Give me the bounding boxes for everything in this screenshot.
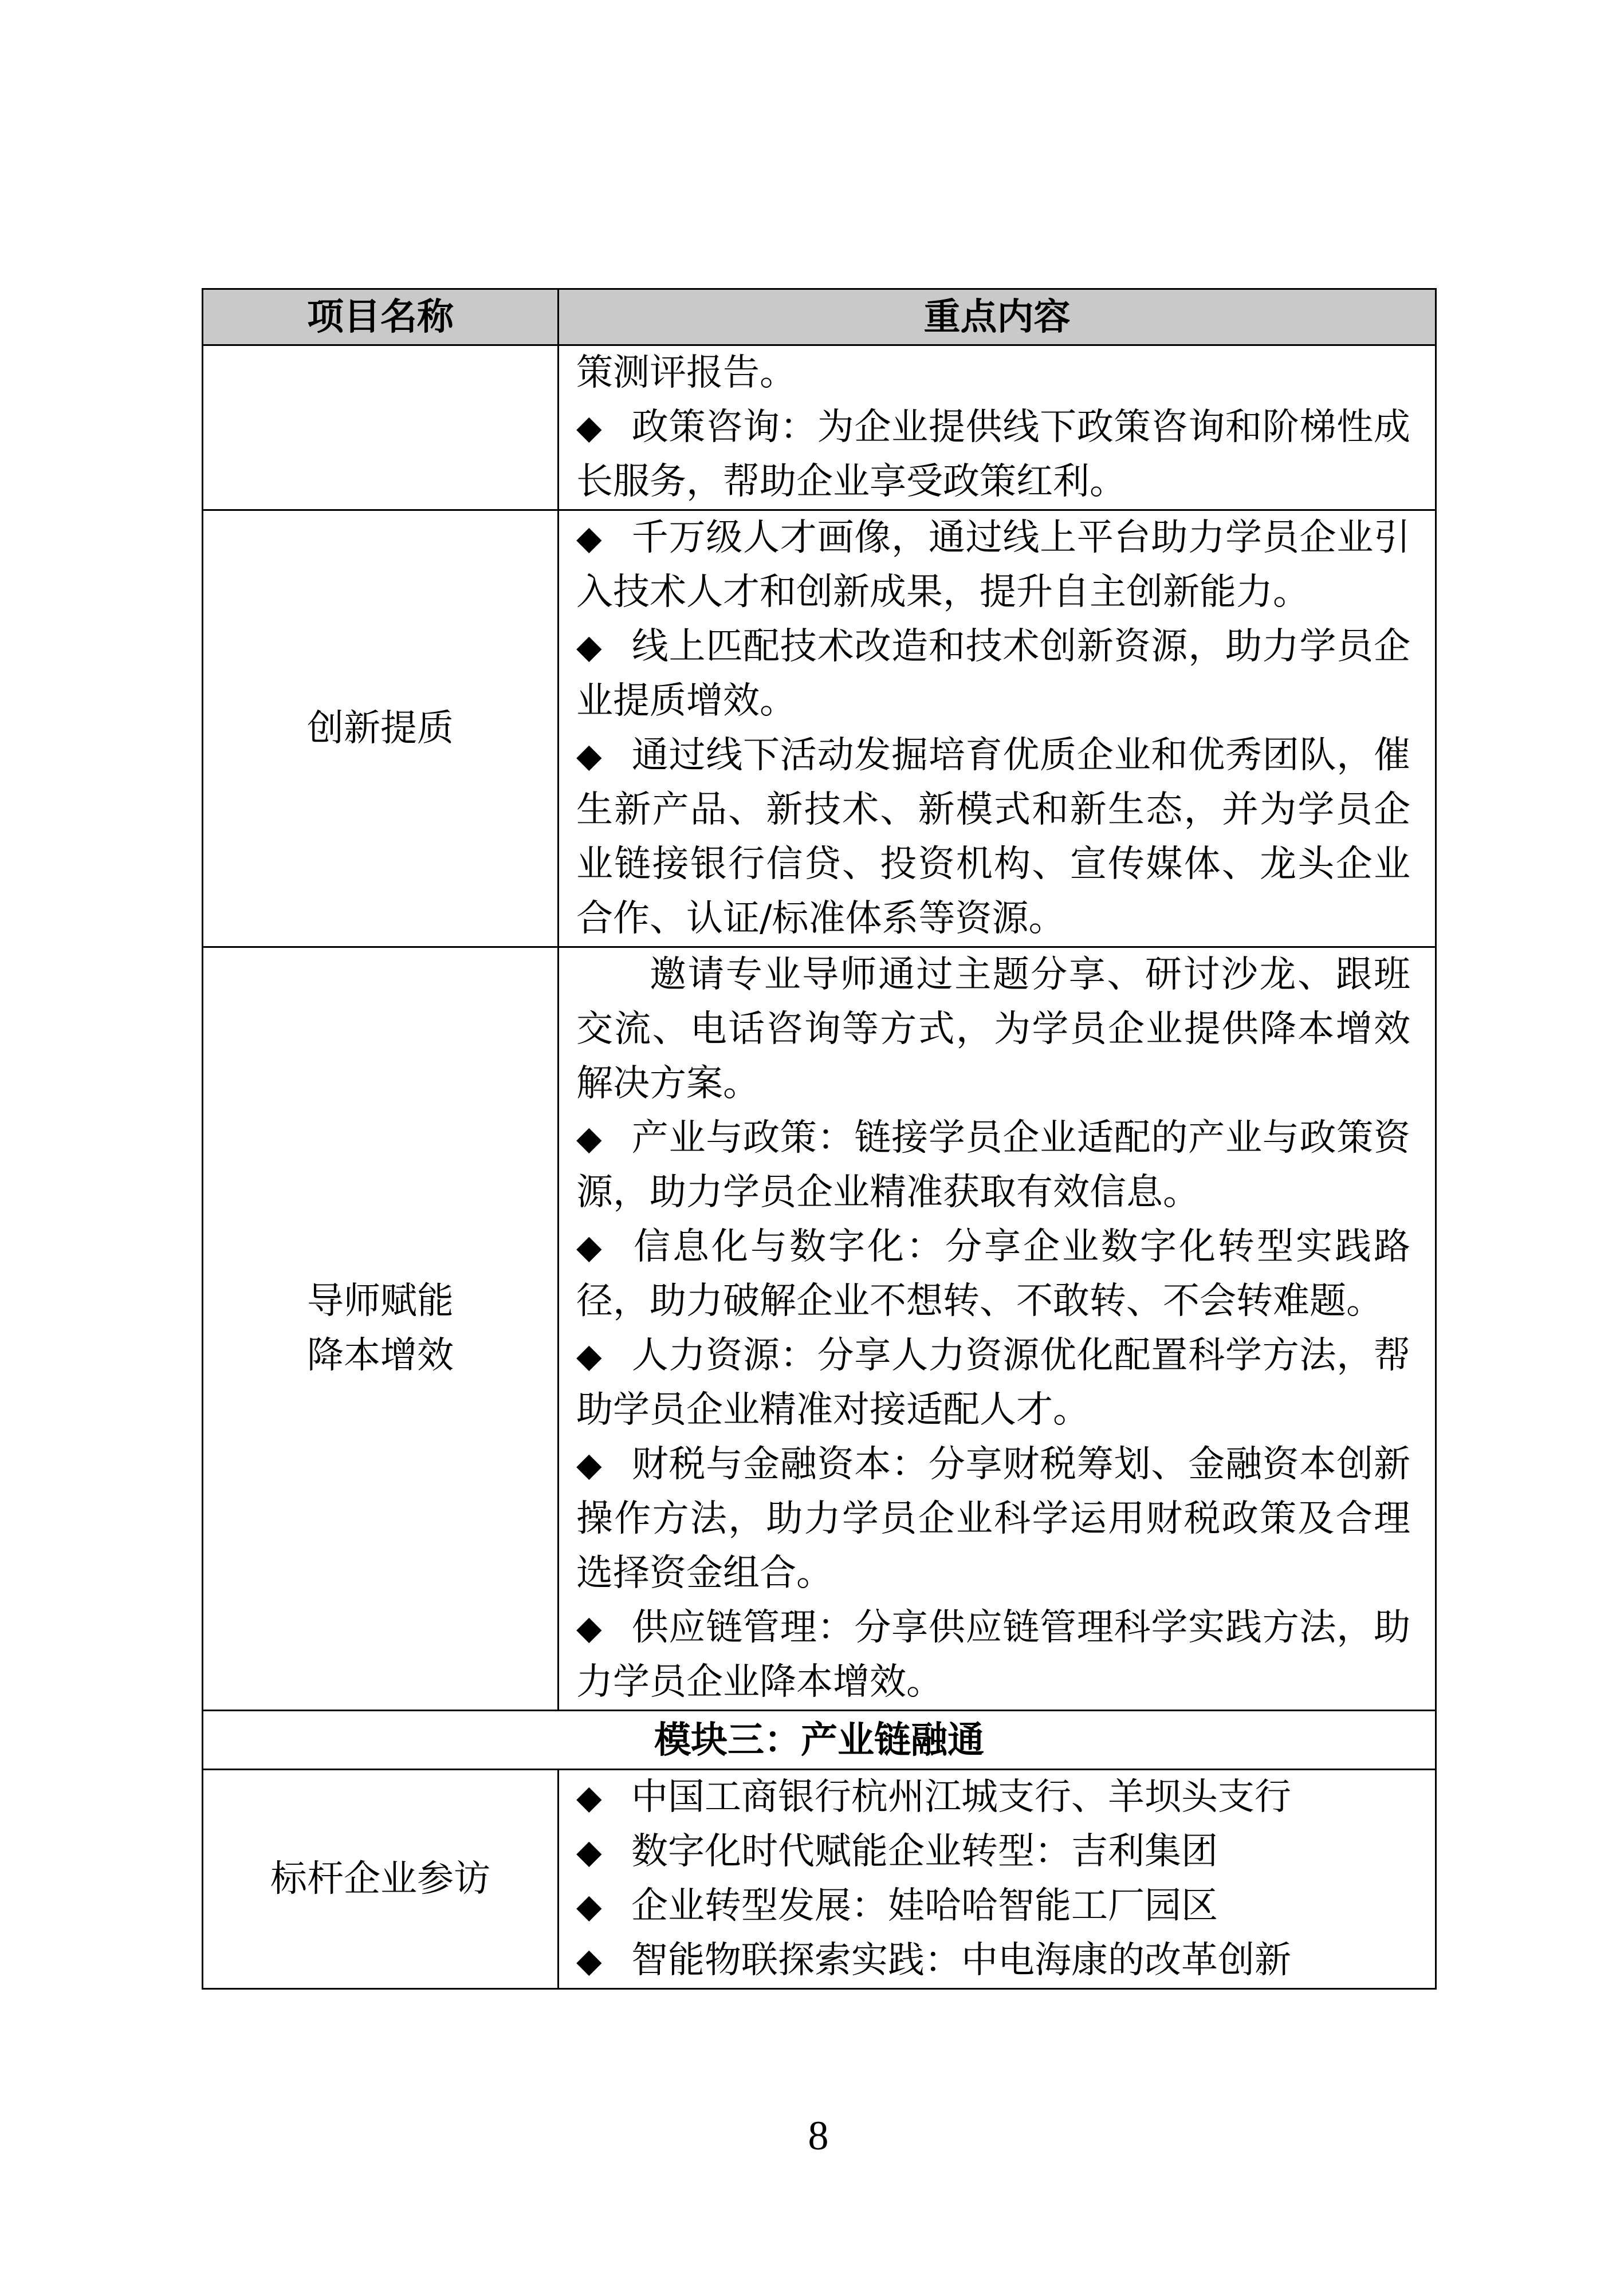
paragraph-text: 策测评报告。 [576,352,796,394]
header-project-name: 项目名称 [203,289,559,345]
header-key-content: 重点内容 [559,289,1436,345]
diamond-bullet-icon: ◆ [576,518,602,557]
project-name-line: 导师赋能 [307,1280,454,1322]
module-title: 模块三：产业链融通 [203,1711,1436,1770]
diamond-bullet-icon: ◆ [576,736,602,775]
key-content-cell [559,510,1436,947]
project-name-line: 降本增效 [307,1334,454,1377]
bullet-item-text: 线上匹配技术改造和技术创新资源，助力学员企业提质增效。 [576,625,1410,722]
diamond-bullet-icon: ◆ [576,1445,602,1484]
diamond-bullet-icon: ◆ [576,1832,602,1871]
diamond-bullet-icon: ◆ [576,1336,602,1375]
content-paragraph [576,948,1410,1111]
bullet-item-text: 政策咨询：为企业提供线下政策咨询和阶梯性成长服务，帮助企业享受政策红利。 [576,406,1410,503]
bullet-item-text: 数字化时代赋能企业转型：吉利集团 [631,1830,1218,1873]
bullet-item [576,1770,1410,1825]
diamond-bullet-icon: ◆ [576,1227,602,1266]
diamond-bullet-icon: ◆ [576,627,602,666]
project-name-cell [203,1770,559,1989]
bullet-item-text: 人力资源：分享人力资源优化配置科学方法，帮助学员企业精准对接适配人才。 [576,1334,1410,1431]
bullet-item [576,511,1410,620]
table-row [203,947,1436,1711]
bullet-item-text: 智能物联探索实践：中电海康的改革创新 [631,1939,1291,1982]
diamond-bullet-icon: ◆ [576,1119,602,1157]
diamond-bullet-icon: ◆ [576,1608,602,1647]
key-content-cell [559,345,1436,510]
bullet-item [576,1111,1410,1220]
bullet-item-text: 企业转型发展：娃哈哈智能工厂园区 [631,1885,1218,1927]
bullet-item [576,620,1410,728]
bullet-item [576,1220,1410,1329]
bullet-item-text: 产业与政策：链接学员企业适配的产业与政策资源，助力学员企业精准获取有效信息。 [576,1117,1410,1214]
diamond-bullet-icon: ◆ [576,408,602,447]
project-name-cell [203,510,559,947]
content-paragraph [576,346,1410,400]
diamond-bullet-icon: ◆ [576,1941,602,1980]
table-row [203,1770,1436,1989]
key-content-cell [559,947,1436,1711]
page-number: 8 [808,2113,829,2159]
bullet-item [576,1601,1410,1710]
bullet-item-text: 通过线下活动发掘培育优质企业和优秀团队，催生新产品、新技术、新模式和新生态，并为学员企业链接银行信贷、投资机构、宣传媒体、龙头企业合作、认证/标准体系等资源。 [576,734,1410,940]
bullet-item-text: 中国工商银行杭州江城支行、羊坝头支行 [631,1776,1291,1818]
bullet-item [576,728,1410,946]
bullet-item [576,400,1410,509]
diamond-bullet-icon: ◆ [576,1778,602,1817]
project-content-table [202,288,1437,1990]
bullet-item [576,1933,1410,1988]
key-content-cell [559,1770,1436,1989]
bullet-item-text: 财税与金融资本：分享财税筹划、金融资本创新操作方法，助力学员企业科学运用财税政策及合理选择资金组合。 [576,1443,1410,1594]
bullet-item [576,1879,1410,1933]
diamond-bullet-icon: ◆ [576,1887,602,1925]
table-row [203,345,1436,510]
bullet-item-text: 供应链管理：分享供应链管理科学实践方法，助力学员企业降本增效。 [576,1606,1410,1703]
bullet-item [576,1438,1410,1601]
project-name: 标杆企业参访 [270,1857,490,1900]
bullet-item [576,1825,1410,1879]
table-row [203,510,1436,947]
project-name-cell [203,345,559,510]
table-header-row [203,289,1436,345]
project-name-cell [203,947,559,1711]
bullet-item [576,1329,1410,1438]
bullet-item-text: 千万级人才画像，通过线上平台助力学员企业引入技术人才和创新成果，提升自主创新能力。 [576,517,1410,613]
project-name: 创新提质 [307,707,454,750]
bullet-item-text: 信息化与数字化：分享企业数字化转型实践路径，助力破解企业不想转、不敢转、不会转难题。 [576,1226,1410,1322]
module-row [203,1711,1436,1770]
paragraph-text: 邀请专业导师通过主题分享、研讨沙龙、跟班交流、电话咨询等方式，为学员企业提供降本增效解决方案。 [576,954,1410,1105]
